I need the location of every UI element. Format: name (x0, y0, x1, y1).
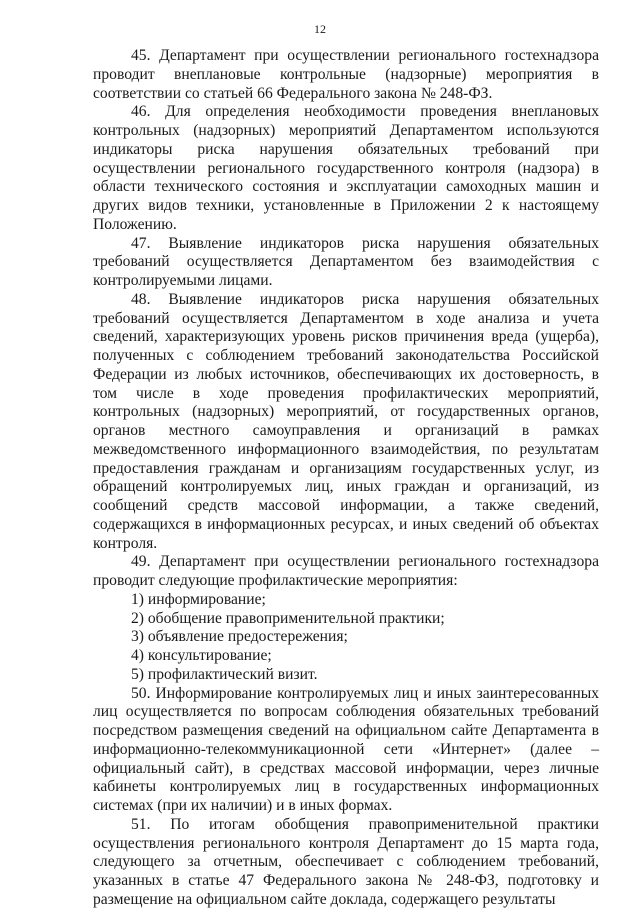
list-item-3: 3) объявление предостережения; (131, 628, 348, 646)
paragraph-51: 51. По итогам обобщения правоприменительной практики осуществления регионального контроля Департамент до 15 марта года, следующего за отчетным, обеспечивает с соблюдением требований, указанных в статье 47 Федерального закона № 248-ФЗ, подготовку и размещение на официальном сайте доклада, содержащего результаты (93, 815, 599, 908)
document-body (93, 47, 599, 910)
list-item-1: 1) информирование; (131, 590, 266, 608)
paragraph-45: 45. Департамент при осуществлении регионального гостехнадзора проводит внеплановые контрольные (надзорные) мероприятия в соответствии со статьей 66 Федерального закона № 248-ФЗ. (93, 47, 599, 102)
list-item-2: 2) обобщение правоприменительной практики; (131, 609, 445, 627)
paragraph-50: 50. Информирование контролируемых лиц и иных заинтересованных лиц осуществляется по вопросам соблюдения обязательных требований посредством размещения сведений на официальном сайте Департамента в информационно-телекоммуникационной сети «Интернет» (далее – официальный сайт), в средствах массовой информации, через личные кабинеты контролируемых лиц в государственных информационных системах (при их наличии) и в иных формах. (93, 684, 599, 814)
paragraph-49: 49. Департамент при осуществлении регионального гостехнадзора проводит следующие профилактические мероприятия: (93, 553, 599, 589)
paragraph-47: 47. Выявление индикаторов риска нарушения обязательных требований осуществляется Департаментом без взаимодействия с контролируемыми лицами. (93, 234, 599, 289)
paragraph-48: 48. Выявление индикаторов риска нарушения обязательных требований осуществляется Департаментом в ходе анализа и учета сведений, характеризующих уровень рисков причинения вреда (ущерба), полученных с соблюдением требований законодательства Российской Федерации из любых источников, обеспечивающих их достоверность, в том числе в ходе проведения профилактических мероприятий, контрольных (надзорных) мероприятий, от государственных органов, органов местного самоуправления и организаций в рамках межведомственного информационного взаимодействия, по результатам предоставления гражданам и организациям государственных услуг, из обращений контролируемых лиц, иных граждан и организаций, из сообщений средств массовой информации, а также сведений, содержащихся в информационных ресурсах, и иных сведений об объектах контроля. (93, 290, 599, 552)
paragraph-46: 46. Для определения необходимости проведения внеплановых контрольных (надзорных) мероприятий Департаментом используются индикаторы риска нарушения обязательных требований при осуществлении регионального государственного контроля (надзора) в области технического состояния и эксплуатации самоходных машин и других видов техники, установленные в Приложении 2 к настоящему Положению. (93, 103, 599, 233)
list-item-4: 4) консультирование; (131, 647, 272, 664)
page-number: 12 (314, 22, 326, 36)
list-item-5: 5) профилактический визит. (131, 665, 318, 683)
